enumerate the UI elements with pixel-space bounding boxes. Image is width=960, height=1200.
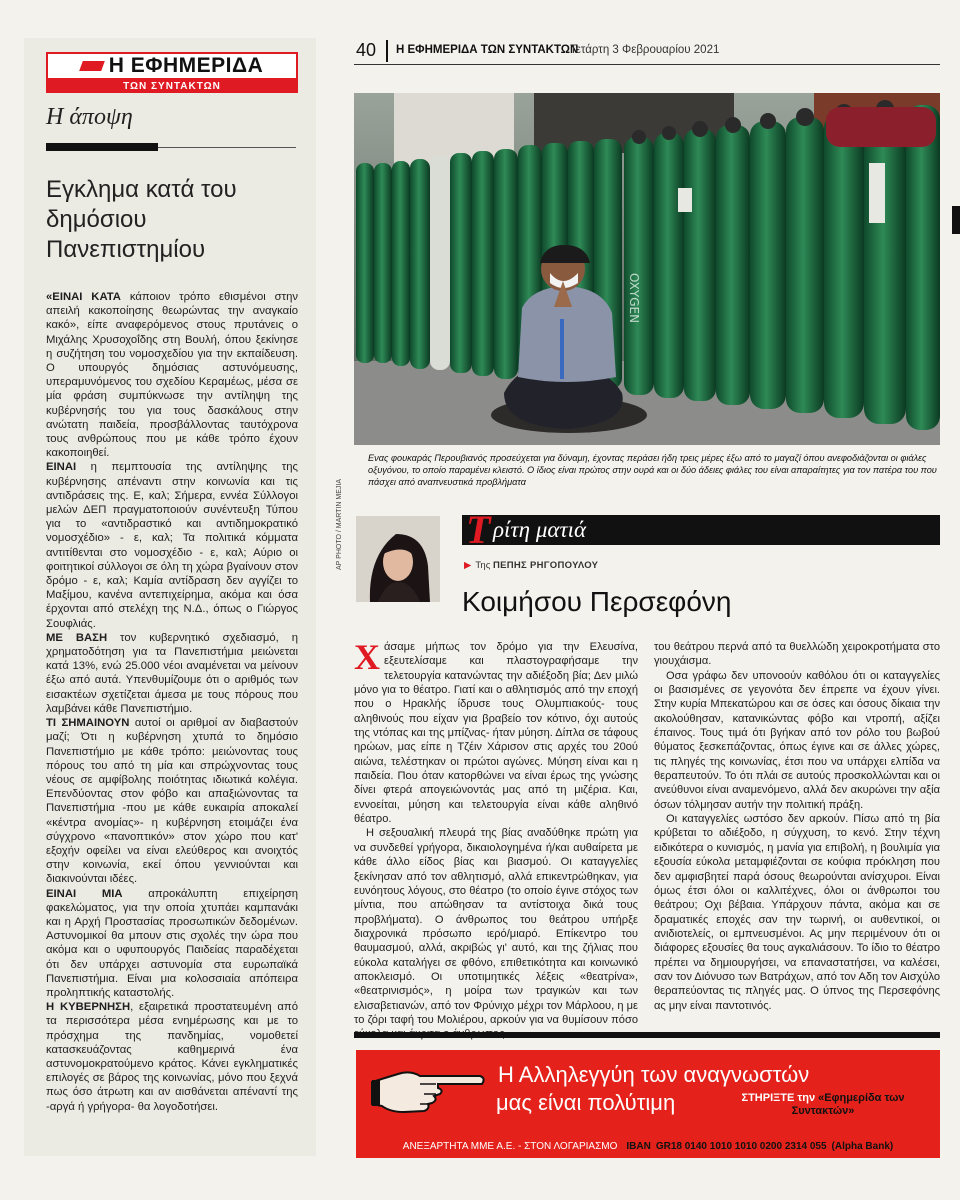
page-number: 40 [356, 40, 377, 60]
article-paragraph: του θεάτρου περνά από τα θυελλώδη χειροκροτήματα στο γιουχάισμα. [654, 641, 940, 668]
article-column-2 [654, 640, 940, 1013]
dropcap: Χ [354, 637, 380, 677]
editorial-paragraph [46, 290, 298, 460]
page-edge-mark [952, 206, 960, 234]
header-rule [354, 64, 940, 65]
paragraph-lead: «ΕΙΝΑΙ ΚΑΤΑ [46, 291, 121, 303]
paper-name: Η ΕΦΗΜΕΡΙΔΑ ΤΩΝ ΣΥΝΤΑΚΤΩΝ [396, 44, 579, 56]
ad-account-line [356, 1134, 940, 1158]
article-paragraph: Η σεξουαλική πλευρά της βίας αναδύθηκε πρώτη για να συνδεθεί γρήγορα, δικαιολογημένα ή/και αυθαίρετα με κάθε άλλο είδος βίας και βιασμού. Οι καταγγελίες ξεκίνησαν από τον αθλητισμό, αλλά επικεντρώθηκαν, για ευνόητους λόγους, στο θέατρο (το οποίο έγινε στόχος των μίντια, που απώθησαν τα αντίστοιχα δικά τους προβλήματα). Ο άνθρωπος του θεάτρου υπήρξε διαχρονικά πρόσωπο ιερό/μιαρό. Επίκεντρο του θαυμασμού, αλλά, ακριβώς γι' αυτό, και της ζήλιας που εύκολα καταλήγει σε φθόνο, επιθετικότητα και κοινωνικό αποκλεισμό. Οι υποτιμητικές λέξεις «θεατρίνα», «θεατρινισμός», η μοίρα των τραγικών και των ελισαβετιανών, από τον Φρύνιχο μέχρι τον Μάρλοου, η με το ζόρι ταφή του Μολιέρου, αρκούν για να θυμίσουν πόσο [354, 827, 638, 1026]
article-paragraph: Οι καταγγελίες ωστόσο δεν αρκούν. Πίσω από τη βία κρύβεται το αδιέξοδο, η σύγχυση, το κενό. Στην τέχνη ειδικότερα ο κυνισμός, η μανία για επιβολή, η βουλιμία για εξουσία εύκολα μεταμφιέζονται σε κούφια πρόκληση που δεν αμφισβητεί παρά όσους θεωρούνται ανίσχυροι. Είναι όμως έτσι όλοι οι καλλιτέχνες, όλοι οι άνθρωποι του θεάτρου; Οχι βέβαια. Υπάρχουν πάντα, ακόμα και σε δραματικές εποχές σαν την τωρινή, οι αυθεντικοί, οι ανιδιοτελείς, οι εμπνευσμένοι. Ας μην περιμένουν ότι οι διάφορες εξουσίες θα τους αγκαλιάσουν. Το ίδιο το θέατρο πρέπει να δημιουργήσει, να επαναστατήσει, να καλέσει, σαν τον Διόνυσο των Βατράχων, από τον Αδη τον Αισχύλο θεραπεύοντας τις πληγές μας. Ο ύπνος της Περσεφόνης ας μην είναι παντοτινός. [654, 813, 940, 1012]
ad-bank-name: (Alpha Bank) [831, 1140, 894, 1152]
paragraph-text: τον κυβερνητικό σχεδιασμό, η χρηματοδότηση για τα Πανεπιστήμια μειώνεται κατά 13%, ενώ 25.000 νέοι αναμένεται να μείνουν έξω από αυτά. Υπενθυμίζουμε ότι ο αριθμός των εισακτέων σχετίζεται άμεσα με τους πόρους που λαμβάνει κάθε Πανεπιστήμιο. [46, 631, 298, 715]
editorial-body [46, 290, 298, 1114]
ad-separator-rule [354, 1032, 940, 1038]
editorial-paragraph [46, 460, 298, 630]
editorial-paragraph [46, 716, 298, 886]
section-rule-thin [158, 147, 296, 148]
author-portrait-icon [356, 516, 440, 602]
paragraph-lead: ΜΕ ΒΑΣΗ [46, 631, 108, 644]
article-column-1 [354, 637, 638, 1042]
photo-caption: Ενας φουκαράς Περουβιανός προσεύχεται για δύναμη, έχοντας περάσει ήδη τρεις μέρες έξω από το μαγαζί όπου ανεφοδιάζονται οι φιάλες οξυγόνου, το οποίο παραμένει κλειστό. Ο ίδιος είναι πρώτος στην ουρά και οι δύο άδειες φιάλες του είναι απαραίτητες για τον πατέρα του που πάσχει από αναπνευστικά προβλήματα [368, 453, 937, 487]
paragraph-lead: ΕΙΝΑΙ ΜΙΑ [46, 887, 123, 900]
editorial-paragraph [46, 887, 298, 1001]
oxygen-cylinders-illustration [354, 93, 940, 445]
column-title: ρίτη ματιά [493, 517, 587, 542]
photo-credit: AP PHOTO / MARTIN MEJIA [336, 478, 343, 570]
ad-iban-label: IBAN [626, 1140, 651, 1152]
photo-credit-container [336, 440, 346, 570]
editorial-paragraph [46, 631, 298, 716]
article-title: Κοιμήσου Περσεφόνη [462, 586, 732, 617]
author-photo [356, 516, 440, 602]
paragraph-lead: Η ΚΥΒΕΡΝΗΣΗ [46, 1001, 131, 1014]
ad-account-text: ΑΝΕΞΑΡΤΗΤΑ ΜΜΕ Α.Ε. - ΣΤΟΝ ΛΟΓΑΡΙΑΣΜΟ [402, 1140, 618, 1152]
article-paragraph: Οσα γράφω δεν υπονοούν καθόλου ότι οι καταγγελίες οι βασισμένες σε γεγονότα δεν έπρεπε να έχουν γίνει. Στην κυρία Μπεκατώρου και σε όσες και όσους δίκαια την ακολούθησαν, κατανικώντας φόβο και ντροπή, αξίζει έπαινος. Τους τιμά ότι βγήκαν από τον ρόλο του βωβού θύματος ξεσκεπάζοντας, όπως έγινε και σε άλλες χώρες, τις πληγές της κοινωνίας, έτσι που να υπάρχει ελπίδα να θεραπευτούν. Το ότι πλάι σε αυτούς προσκολλώνται και οι ανεύθυνοι είναι αναμενόμενο, αλλά δεν ακυρώνει την αξία όσων τόλμησαν αυτήν την πολιτική πράξη. [654, 669, 940, 811]
section-label: Η άποψη [46, 104, 133, 130]
byline [464, 560, 598, 571]
editorial-paragraph [46, 1000, 298, 1114]
ad-support-prefix: ΣΤΗΡΙΞΤΕ την [741, 1092, 816, 1104]
page-number-divider [386, 40, 388, 62]
ad-title-line-1: Η Αλληλεγγύη των αναγνωστών [498, 1062, 810, 1087]
masthead-subtitle: ΤΩΝ ΣΥΝΤΑΚΤΩΝ [46, 80, 298, 93]
masthead-name: Η ΕΦΗΜΕΡΙΔΑ [108, 54, 264, 77]
byline-triangle-icon: ▶ [464, 560, 472, 571]
paragraph-text: η πεμπτουσία της αντίληψης της κυβέρνησης απέναντι στην κοινωνία και τις αντιδράσεις της. Ε, καλ; Σήμερα, εννέα Σύλλογοι μελών ΔΕΠ πραγματοποιούν συνέντευξη Τύπου για το «αντιδραστικό και αντιδημοκρατικό νομοσχέδιο» - ε, καλ; Τα πολιτικά κόμματα αντιτίθενται στο νομοσχέδιο - ε, καλ; Αύριο οι φοιτητικοί σύλλογοι σε όλη τη χώρα βγαίνουν στον δρόμο - ε, καλ; Καμία αντίδραση δεν αγγίζει το Μαξίμου, κανένα αντεπιχείρημα, ακόμα και όσα έρχονται από στελέχη της Ν.Δ., όπως ο Γιώργος Σουφλιάς. [46, 461, 298, 630]
paragraph-lead: ΤΙ ΣΗΜΑΙΝΟΥΝ [46, 717, 130, 730]
ad-support-name: «Εφημερίδα των Συντακτών» [791, 1092, 905, 1117]
masthead-mark-icon [79, 61, 105, 71]
news-photo [354, 93, 940, 445]
byline-author: ΠΕΠΗΣ ΡΗΓΟΠΟΥΛΟΥ [492, 560, 599, 571]
column-title-initial: Τ [466, 507, 491, 552]
paragraph-lead: ΕΙΝΑΙ [46, 461, 77, 474]
ad-support-text [718, 1092, 928, 1118]
issue-date: Τετάρτη 3 Φεβρουαρίου 2021 [570, 44, 720, 56]
pointing-hand-icon [368, 1060, 488, 1120]
paragraph-text: απροκάλυπτη επιχείρηση φακελώματος, για την οποία χτυπάει καμπανάκι και η Αρχή Προστασίας προσωπικών δεδομένων. Αστυνομικοί θα μπουν στις σχολές την ώρα που ακόμα και ο υφυπουργός Παιδείας παραδέχεται ότι δεν υπάρχει αστυνομία στα ευρωπαϊκά Πανεπιστήμια. Είναι μια κολοσσιαία απόπειρα προληπτικής καταστολής. [46, 887, 298, 999]
section-rule [46, 143, 158, 151]
masthead-logo [46, 52, 298, 80]
article-paragraph [354, 637, 638, 826]
paragraph-text: , εξαιρετικά προστατευμένη από τα περισσότερα μέσα ενημέρωσης και με το πρόσχημα της πανδημίας, νομοθετεί κατασκευάζοντας καθημερινά ένα αστυνομοκρατούμενο κράτος. Κάνει εγκληματικές επιλογές σε βάρος της κοινωνίας, μόνο που ξεχνά πως όσο άτρωτη και αν αισθάνεται απέναντί της -αργά ή γρήγορα- θα λογοδοτήσει. [46, 1001, 298, 1113]
ad-iban-number: GR18 0140 1010 1010 0200 2314 055 [655, 1140, 827, 1152]
editorial-headline: Εγκλημα κατά του δημόσιου Πανεπιστημίου [46, 176, 237, 263]
paragraph-text: αυτοί οι αριθμοί αν διαβαστούν μαζί; Ότι η κυβέρνηση χτυπά το δημόσιο Πανεπιστήμιο με κάθε τρόπο: μειώνοντας τους πόρους του από τη μία και σπρώχνοντας τους νέους σε αμφίβολης ποιότητας ιδιωτικά κολέγια. Επενδύοντας στον φόβο και απαξιώνοντας τα Πανεπιστήμια -που με κάθε ευκαιρία αποκαλεί «κέντρα ανομίας»- η κυβέρνηση ετοιμάζει ένα σύγχρονο «πανοπτικόν» στον χώρο που κατ' εξοχήν οφείλει να είναι ελεύθερος και ανοιχτός στην κοινωνία, εκεί όπου γεννιούνται και διακινούνται ιδέες. [46, 717, 298, 886]
cylinder-label: OXYGEN [627, 273, 641, 324]
byline-prefix: Της [475, 560, 491, 571]
paragraph-text: άσαμε μήπως τον δρόμο για την Ελευσίνα, εξευτελίσαμε και πλαστογραφήσαμε την τελετουργία κατανώντας την αδιέξοδη βία; Δεν μιλώ μόνο για το θέατρο. Γιατί και ο αθλητισμός από την εποχή που ο Ηρακλής ίδρυσε τους Ολυμπιακούς- τους αληθινούς που είχαν για βραβείο τον κότινο, όχι αυτούς της ντόπας και της μπίζνας- ήταν μύηση. Δίπλα σε τάφους ηρώων, μας είπε η Τζέιν Χάρισον στις αρχές του 20ού αιώνα, τελέστηκαν οι πρώτοι αγώνες. Μύηση είναι και η παιδεία. Που όταν κατορθώνει να είναι έρως της γνώσης δίνει φτερά απογειώνοντάς μας από τη μιζέρια. Και, εννοείται, μύηση και τελετουργία είναι κάθε αληθινό θέατρο. [354, 641, 638, 826]
ad-title-line-2: μας είναι πολύτιμη [496, 1090, 676, 1115]
paragraph-text: κάποιον τρόπο εθισμένοι στην απειλή κακοποίησης θεωρώντας την αναγκαίο κακό», είπε αναφερόμενος στους πρυτάνεις ο Μιχάλης Χρυσοχοΐδης στη Βουλή, όπου ξεκίνησε η συζήτηση του νομοσχεδίου για την εκπαίδευση. Ο υπουργός δημόσιας αστυνόμευσης, υπεραμυνόμενος του σχεδίου Κεραμέως, μέσα σε μία φράση συμπύκνωσε την αντίληψη της κυβέρνησής του για τους δασκάλους στην ανώτατη παιδεία, προσβάλλοντας ταυτόχρονα τους ανθρώπους που με κάθε τρόπο έχουν κακοποιηθεί. [46, 291, 298, 460]
